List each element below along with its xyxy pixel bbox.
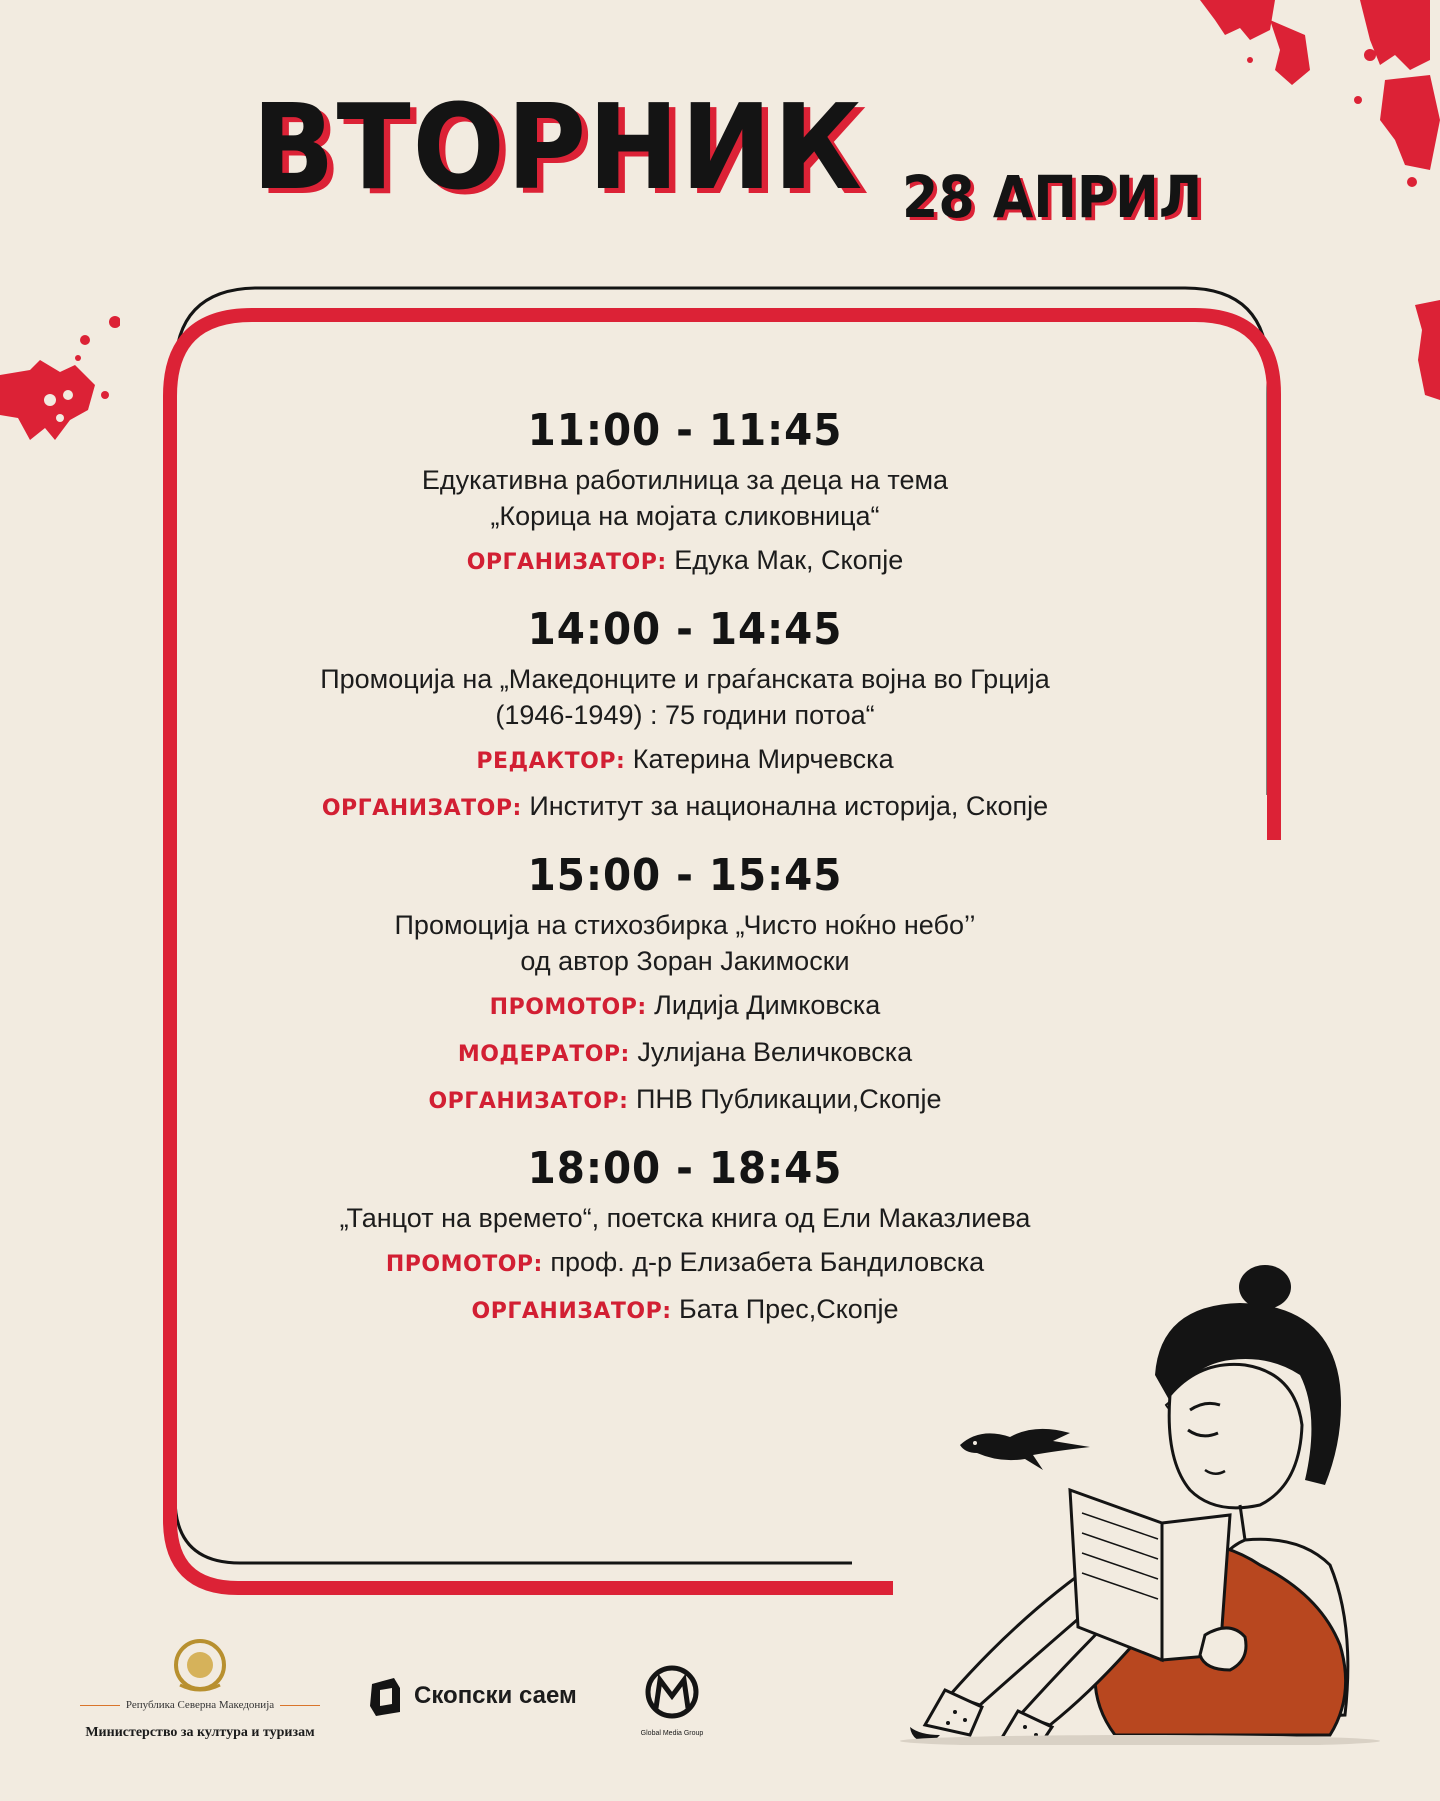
event-role [200,741,1170,780]
event-time: 18:00 - 18:45 [527,1143,843,1194]
role-value: Институт за национална историја, Скопје [529,791,1049,821]
ministry-divider [280,1705,320,1706]
role-label: РЕДАКТОР: [476,749,626,774]
event-time: 11:00 - 11:45 [527,405,843,456]
event-description-line: „Корица на мојата сликовница“ [490,501,880,531]
role-value: ПНВ Публикации,Скопје [635,1084,942,1114]
event-role [200,1034,1170,1073]
event-description [200,462,1170,534]
role-value: Лидија Димковска [654,990,881,1020]
ministry-name: Министерство за култура и туризам [85,1725,315,1740]
reading-girl-illustration [900,1265,1440,1745]
role-value: Јулијана Величковска [637,1037,913,1067]
event-1 [200,402,1170,581]
role-label: ОРГАНИЗАТОР: [471,1299,672,1324]
role-value: Бата Прес,Скопје [679,1294,899,1324]
gmg-icon [640,1664,704,1724]
event-time: 14:00 - 14:45 [527,604,843,655]
role-label: ПРОМОТОР: [385,1252,543,1277]
event-description-line: Едукативна работилница за деца на тема [421,465,949,495]
ministry-divider [80,1705,120,1706]
event-role [200,542,1170,581]
role-label: ОРГАНИЗАТОР: [321,796,522,821]
role-label: МОДЕРАТОР: [457,1042,630,1067]
date-title: 28 АПРИЛ [902,163,1203,231]
event-2 [200,601,1170,827]
role-value: Едука Мак, Скопје [674,545,904,575]
event-description-line: Промоција на „Македонците и граѓанската војна во Грција [320,664,1050,694]
day-title: ВТОРНИК [252,78,864,216]
role-label: ПРОМОТОР: [489,995,647,1020]
event-time: 15:00 - 15:45 [527,850,843,901]
event-description-line: од автор Зоран Јакимоски [520,946,850,976]
skopje-fair-icon [368,1676,404,1716]
event-role [200,987,1170,1026]
ministry-country: Република Северна Македонија [125,1699,275,1711]
role-value: Катерина Мирчевска [632,744,894,774]
event-description [200,1200,1170,1236]
event-description-line: (1946-1949) : 75 години потоа“ [495,700,875,730]
event-description-line: Промоција на стихозбирка „Чисто ноќно небо’’ [394,910,976,940]
role-value: проф. д-р Елизабета Бандиловска [550,1247,985,1277]
skopje-fair-name: Скопски саем [414,1682,577,1709]
event-description-line: „Танцот на времето“, поетска книга од Ели Маказлиева [339,1203,1031,1233]
schedule-list [200,402,1170,1350]
event-role [200,788,1170,827]
global-media-group-logo [640,1664,704,1737]
ministry-logo [70,1635,330,1741]
event-3 [200,847,1170,1120]
role-label: ОРГАНИЗАТОР: [428,1089,629,1114]
event-description [200,907,1170,979]
ministry-top-row [70,1699,330,1711]
event-role [200,1081,1170,1120]
gmg-name: Global Media Group [640,1730,704,1737]
event-description [200,661,1170,733]
skopje-fair-logo [368,1676,577,1716]
role-label: ОРГАНИЗАТОР: [466,550,667,575]
coat-of-arms-icon [170,1635,230,1695]
